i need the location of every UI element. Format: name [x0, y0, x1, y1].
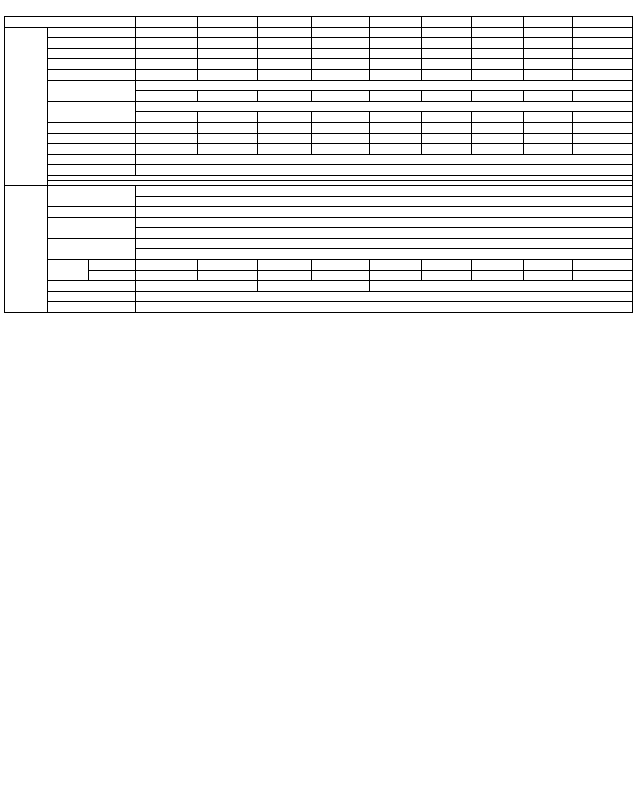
value-cell	[572, 144, 632, 155]
model-name	[311, 17, 369, 28]
value-cell	[311, 69, 369, 80]
table-row	[5, 122, 633, 133]
value-cell	[524, 59, 572, 70]
value-cell	[136, 270, 197, 281]
value-cell	[311, 270, 369, 281]
value-cell	[136, 196, 633, 207]
value-cell	[311, 91, 369, 102]
value-cell	[136, 238, 633, 249]
table-row	[5, 27, 633, 38]
model-name	[472, 17, 524, 28]
value-cell	[258, 133, 312, 144]
row-label-current-adj-range	[48, 101, 136, 122]
value-cell	[136, 281, 258, 292]
model-name	[258, 17, 312, 28]
value-cell	[136, 291, 633, 302]
value-cell	[136, 101, 633, 112]
category-input	[5, 185, 48, 312]
row-label-inrush-current-typ	[48, 291, 136, 302]
value-cell	[136, 133, 197, 144]
value-cell	[197, 112, 257, 123]
table-row	[5, 302, 633, 313]
value-cell	[136, 80, 633, 91]
row-label-voltage-range	[48, 185, 136, 206]
value-cell	[472, 260, 524, 271]
row-label-power-factor-typ	[48, 217, 136, 238]
table-row	[5, 38, 633, 49]
value-cell	[311, 144, 369, 155]
value-cell	[472, 112, 524, 123]
value-cell	[524, 260, 572, 271]
table-row	[5, 291, 633, 302]
value-cell	[572, 270, 632, 281]
value-cell	[524, 91, 572, 102]
row-label-voltage-tolerance	[48, 122, 136, 133]
value-cell	[136, 69, 197, 80]
table-row	[5, 207, 633, 218]
value-cell	[197, 91, 257, 102]
value-cell	[136, 260, 197, 271]
value-cell	[472, 69, 524, 80]
value-cell	[524, 48, 572, 59]
row-label-setup-rise-time	[48, 154, 136, 165]
value-cell	[421, 112, 472, 123]
value-cell	[421, 48, 472, 59]
value-cell	[258, 91, 312, 102]
value-cell	[421, 69, 472, 80]
value-cell	[258, 122, 312, 133]
value-cell	[572, 48, 632, 59]
value-cell	[572, 69, 632, 80]
value-cell	[572, 133, 632, 144]
value-cell	[370, 27, 422, 38]
value-cell	[421, 91, 472, 102]
value-cell	[524, 112, 572, 123]
value-cell	[421, 260, 472, 271]
value-cell	[197, 38, 257, 49]
table-row	[5, 101, 633, 112]
table-row	[5, 281, 633, 292]
value-cell	[311, 59, 369, 70]
value-cell	[136, 38, 197, 49]
value-cell	[421, 38, 472, 49]
value-cell	[197, 144, 257, 155]
value-cell	[258, 27, 312, 38]
value-cell	[258, 59, 312, 70]
value-cell	[421, 144, 472, 155]
table-row	[5, 165, 633, 176]
value-cell	[572, 27, 632, 38]
value-cell	[524, 69, 572, 80]
table-row	[5, 217, 633, 228]
value-cell	[197, 69, 257, 80]
value-cell	[370, 281, 633, 292]
value-cell	[197, 122, 257, 133]
row-label-ac-current-typ	[48, 281, 136, 292]
value-cell	[136, 144, 197, 155]
value-cell	[524, 144, 572, 155]
value-cell	[197, 59, 257, 70]
value-cell	[311, 27, 369, 38]
row-label-rated-power	[48, 59, 136, 70]
row-label-efficiency	[48, 260, 89, 281]
value-cell	[197, 48, 257, 59]
efficiency-voltage	[89, 270, 136, 281]
value-cell	[258, 260, 312, 271]
value-cell	[370, 133, 422, 144]
model-name	[197, 17, 257, 28]
row-label-hold-up-time-typ	[48, 165, 136, 176]
row-label-line-regulation	[48, 133, 136, 144]
value-cell	[524, 270, 572, 281]
table-row	[5, 185, 633, 196]
table-row	[5, 260, 633, 271]
value-cell	[572, 91, 632, 102]
value-cell	[311, 112, 369, 123]
row-label-total-harmonic-distortion	[48, 238, 136, 259]
value-cell	[136, 48, 197, 59]
value-cell	[136, 112, 197, 123]
table-row	[5, 154, 633, 165]
row-label-rated-current	[48, 48, 136, 59]
model-name	[524, 17, 572, 28]
spec-table	[4, 16, 633, 313]
value-cell	[311, 133, 369, 144]
value-cell	[370, 91, 422, 102]
value-cell	[136, 59, 197, 70]
row-label-dc-voltage	[48, 27, 136, 38]
value-cell	[370, 59, 422, 70]
row-label-voltage-adj-range	[48, 80, 136, 101]
model-name	[136, 17, 197, 28]
value-cell	[197, 270, 257, 281]
value-cell	[472, 38, 524, 49]
model-label	[5, 17, 136, 28]
model-name	[421, 17, 472, 28]
value-cell	[572, 260, 632, 271]
table-row	[5, 80, 633, 91]
value-cell	[311, 48, 369, 59]
value-cell	[136, 185, 633, 196]
row-label-constant-current-region	[48, 38, 136, 49]
value-cell	[136, 217, 633, 228]
table-row	[5, 48, 633, 59]
value-cell	[258, 112, 312, 123]
table-row	[5, 17, 633, 28]
value-cell	[472, 144, 524, 155]
value-cell	[421, 133, 472, 144]
value-cell	[572, 122, 632, 133]
table-row	[5, 238, 633, 249]
value-cell	[472, 133, 524, 144]
value-cell	[421, 122, 472, 133]
row-label-ripple-noise-max	[48, 69, 136, 80]
value-cell	[524, 27, 572, 38]
value-cell	[258, 69, 312, 80]
value-cell	[136, 91, 197, 102]
value-cell	[524, 38, 572, 49]
value-cell	[136, 207, 633, 218]
value-cell	[472, 122, 524, 133]
value-cell	[472, 270, 524, 281]
value-cell	[136, 154, 633, 165]
value-cell	[136, 165, 633, 176]
value-cell	[572, 112, 632, 123]
value-cell	[258, 270, 312, 281]
value-cell	[197, 260, 257, 271]
value-cell	[524, 122, 572, 133]
value-cell	[421, 270, 472, 281]
value-cell	[370, 48, 422, 59]
efficiency-voltage	[89, 260, 136, 271]
value-cell	[524, 133, 572, 144]
value-cell	[370, 122, 422, 133]
value-cell	[472, 91, 524, 102]
value-cell	[197, 133, 257, 144]
table-row	[5, 144, 633, 155]
model-name	[572, 17, 632, 28]
value-cell	[136, 249, 633, 260]
value-cell	[370, 270, 422, 281]
value-cell	[370, 260, 422, 271]
value-cell	[572, 59, 632, 70]
category-output	[5, 27, 48, 185]
value-cell	[370, 144, 422, 155]
value-cell	[311, 38, 369, 49]
row-label-load-regulation	[48, 144, 136, 155]
value-cell	[197, 27, 257, 38]
value-cell	[311, 260, 369, 271]
value-cell	[472, 48, 524, 59]
value-cell	[421, 27, 472, 38]
value-cell	[421, 59, 472, 70]
value-cell	[311, 122, 369, 133]
value-cell	[258, 281, 370, 292]
table-row	[5, 69, 633, 80]
row-label-max-no-of-psus-on-16a-circuit-breaker	[48, 302, 136, 313]
table-row	[5, 270, 633, 281]
value-cell	[572, 38, 632, 49]
table-row	[5, 133, 633, 144]
value-cell	[472, 27, 524, 38]
value-cell	[136, 122, 197, 133]
value-cell	[258, 144, 312, 155]
table-row	[5, 59, 633, 70]
model-name	[370, 17, 422, 28]
row-label-frequency-range	[48, 207, 136, 218]
value-cell	[370, 112, 422, 123]
value-cell	[370, 38, 422, 49]
value-cell	[136, 27, 197, 38]
value-cell	[258, 38, 312, 49]
value-cell	[136, 302, 633, 313]
value-cell	[258, 48, 312, 59]
value-cell	[472, 59, 524, 70]
value-cell	[370, 69, 422, 80]
value-cell	[136, 228, 633, 239]
